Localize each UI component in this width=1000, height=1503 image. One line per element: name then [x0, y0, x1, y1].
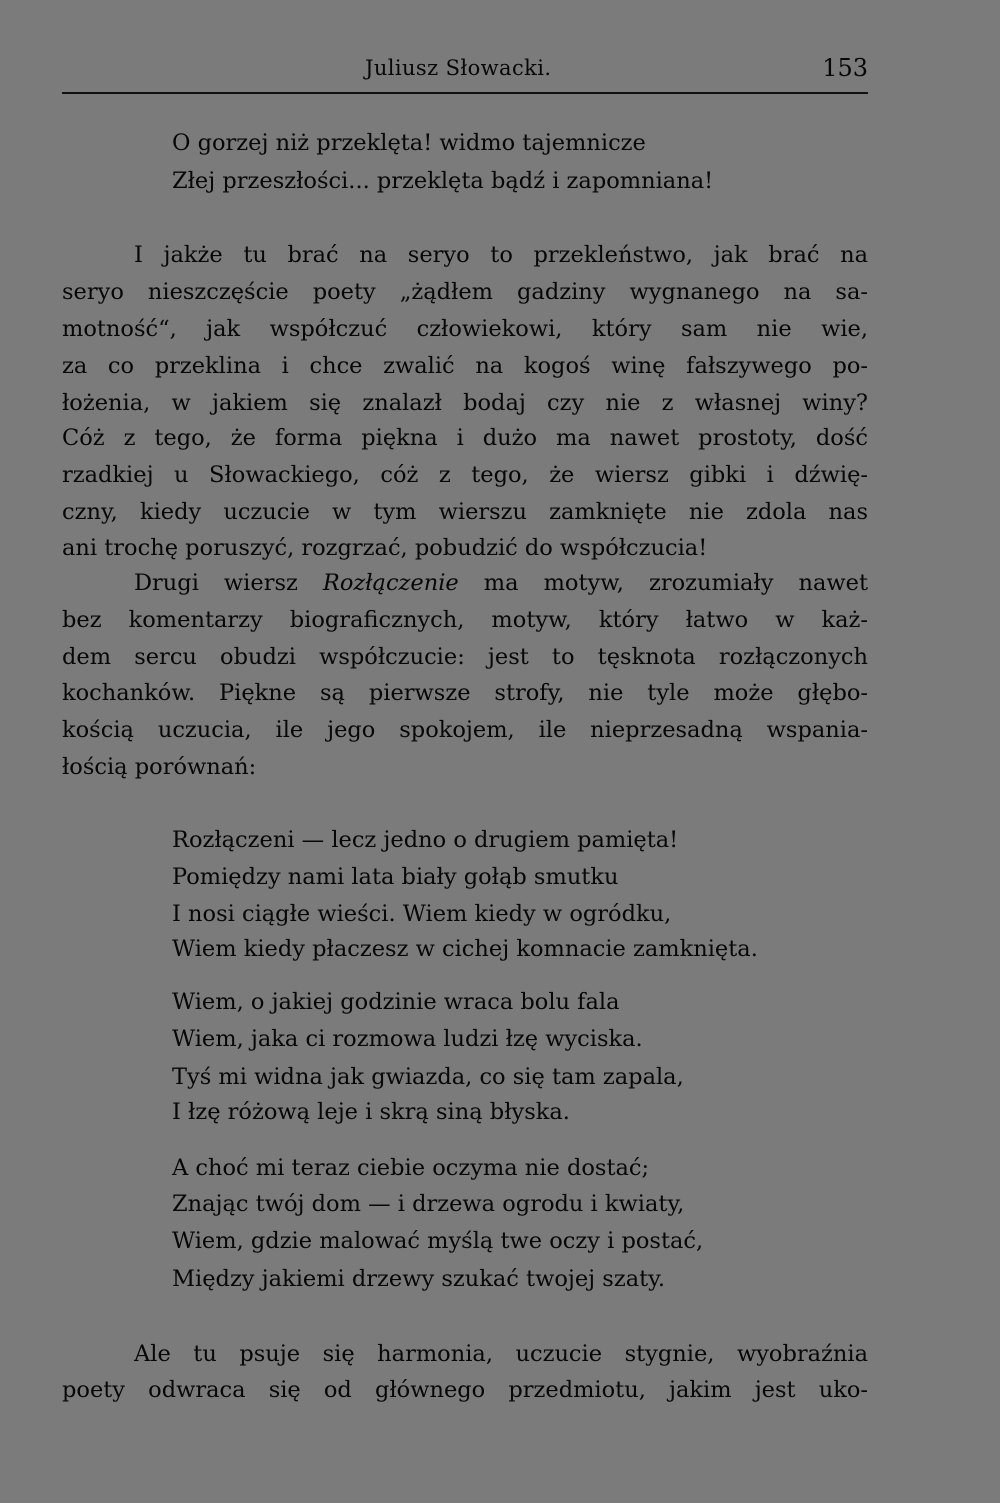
paragraph-line: motność“, jak współczuć człowiekowi, który sam nie wie, [62, 316, 868, 342]
opening-quote-line: Złej przeszłości... przeklęta bądź i zapomniana! [172, 168, 714, 194]
poem-line: Między jakiemi drzewy szukać twojej szaty. [172, 1266, 666, 1292]
paragraph-line: czny, kiedy uczucie w tym wierszu zamknięte nie zdola nas [62, 499, 868, 525]
paragraph-line: dem sercu obudzi współczucie: jest to tęsknota rozłączonych [62, 644, 868, 670]
poem-line: Wiem, gdzie malować myślą twe oczy i postać, [172, 1228, 704, 1254]
poem-line: Wiem kiedy płaczesz w cichej komnacie zamknięta. [172, 936, 758, 962]
paragraph-line: łością porównań: [62, 754, 257, 780]
poem-line: A choć mi teraz ciebie oczyma nie dostać; [172, 1155, 650, 1181]
paragraph-line: kością uczucia, ile jego spokojem, ile nieprzesadną wspania- [62, 717, 868, 743]
paragraph-line: bez komentarzy biograficznych, motyw, który łatwo w każ- [62, 607, 868, 633]
opening-quote-line: O gorzej niż przeklęta! widmo tajemnicze [172, 130, 646, 156]
paragraph-line: poety odwraca się od głównego przedmiotu, jakim jest uko- [62, 1377, 868, 1403]
paragraph-line: seryo nieszczęście poety „żądłem gadziny wygnanego na sa- [62, 279, 868, 305]
page-number: 153 [822, 54, 868, 82]
poem-line: I nosi ciągłe wieści. Wiem kiedy w ogródku, [172, 901, 672, 927]
poem-title-reference: Rozłączenie [322, 570, 459, 596]
paragraph-line: ani trochę poruszyć, rozgrzać, pobudzić do współczucia! [62, 535, 708, 561]
running-header [62, 52, 868, 94]
poem-line: Znając twój dom — i drzewa ogrodu i kwiaty, [172, 1191, 685, 1217]
poem-line: Rozłączeni — lecz jedno o drugiem pamięta! [172, 827, 679, 853]
paragraph-text: Drugi wiersz [134, 570, 323, 596]
poem-line: Wiem, o jakiej godzinie wraca bolu fala [172, 989, 620, 1015]
poem-line: Tyś mi widna jak gwiazda, co się tam zapala, [172, 1064, 684, 1090]
header-rule [62, 92, 868, 94]
paragraph-line [134, 568, 868, 598]
paragraph-text: ma motyw, zrozumiały nawet [458, 570, 868, 596]
paragraph-line: łożenia, w jakiem się znalazł bodaj czy nie z własnej winy? [62, 390, 868, 416]
poem-line: Wiem, jaka ci rozmowa ludzi łzę wyciska. [172, 1026, 643, 1052]
poem-line: I łzę różową leje i skrą siną błyska. [172, 1099, 570, 1125]
paragraph-line: rzadkiej u Słowackiego, cóż z tego, że wiersz gibki i dźwię- [62, 462, 868, 488]
poem-line: Pomiędzy nami lata biały gołąb smutku [172, 864, 619, 890]
paragraph-line: Ale tu psuje się harmonia, uczucie stygnie, wyobraźnia [134, 1341, 868, 1367]
header-author: Juliusz Słowacki. [365, 56, 552, 80]
paragraph-line: Cóż z tego, że forma piękna i dużo ma nawet prostoty, dość [62, 425, 868, 451]
paragraph-line: I jakże tu brać na seryo to przekleństwo, jak brać na [134, 242, 868, 268]
paragraph-line: kochanków. Piękne są pierwsze strofy, nie tyle może głębo- [62, 680, 868, 706]
paragraph-line: za co przeklina i chce zwalić na kogoś winę fałszywego po- [62, 353, 868, 379]
